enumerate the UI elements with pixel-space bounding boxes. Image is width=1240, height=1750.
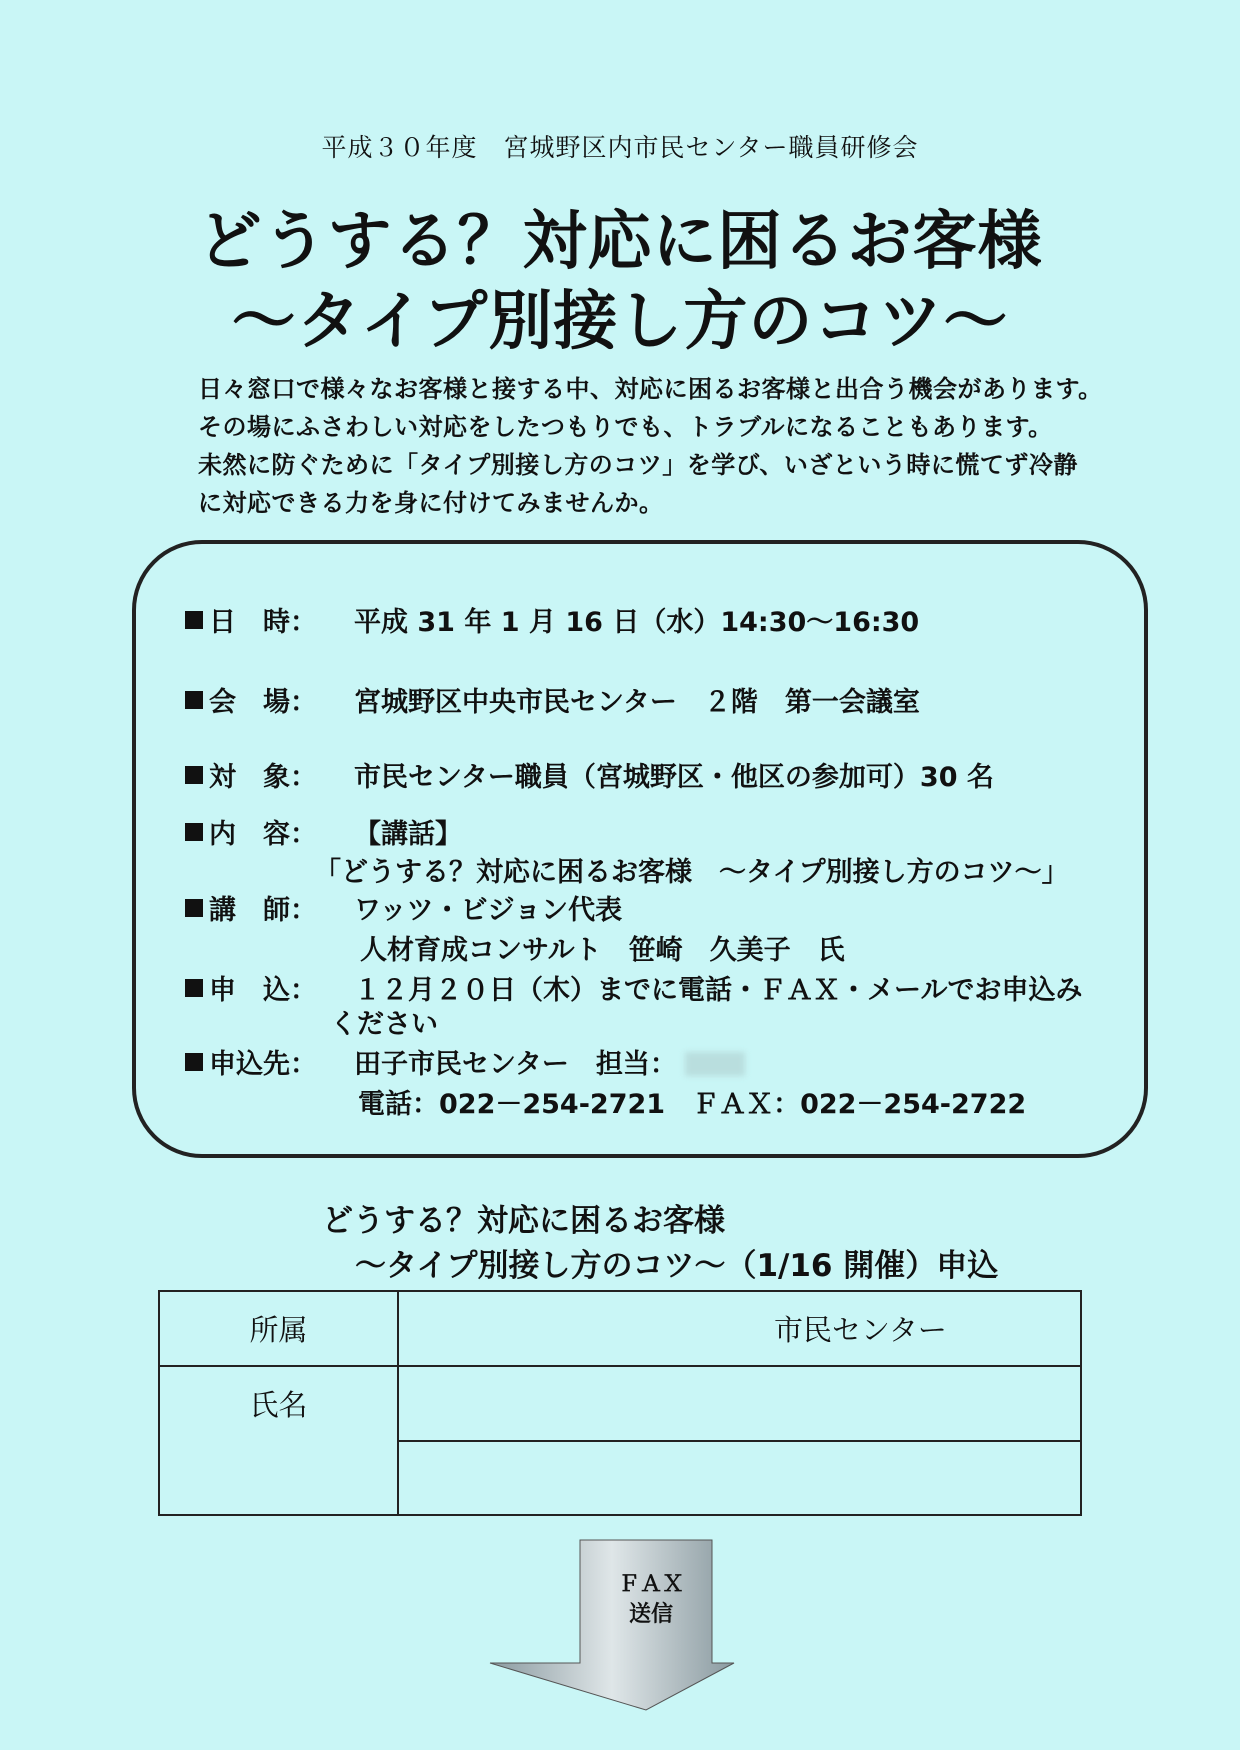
lecturer-value: ワッツ・ビジョン代表 xyxy=(354,895,623,926)
content-value-2: 「どうする？対応に困るお客様 ～タイプ別接し方のコツ～」 xyxy=(314,857,1069,888)
fax-send-label xyxy=(618,1570,684,1630)
fax-arrow-icon xyxy=(488,1538,738,1713)
bullet-square-icon xyxy=(185,1053,203,1071)
apply-row xyxy=(185,968,1082,1007)
content-row xyxy=(185,812,462,851)
title-line-1: どうする？対応に困るお客様 xyxy=(197,205,1043,279)
bullet-square-icon xyxy=(185,899,203,917)
title-line-2: ～タイプ別接し方のコツ～ xyxy=(231,285,1009,359)
bullet-square-icon xyxy=(185,611,203,629)
datetime-label: 日 時： xyxy=(209,607,317,638)
contact-value-2: 電話：022－254-2721 ＦＡＸ：022－254-2722 xyxy=(358,1089,1027,1120)
venue-label: 会 場： xyxy=(209,687,317,718)
intro-line: その場にふさわしい対応をしたつもりでも、トラブルになることもあります。 xyxy=(198,413,1053,441)
name-label: 氏名 xyxy=(159,1366,398,1515)
lecturer-value-2: 人材育成コンサルト 笹崎 久美子 氏 xyxy=(360,935,845,966)
intro-paragraph xyxy=(198,370,1128,522)
bullet-square-icon xyxy=(185,766,203,784)
affiliation-field[interactable]: 市民センター xyxy=(398,1291,1081,1366)
name-field-1[interactable] xyxy=(398,1366,1081,1441)
contact-label: 申込先： xyxy=(209,1049,317,1080)
application-form xyxy=(158,1290,1082,1516)
apply-label: 申 込： xyxy=(209,975,317,1006)
header: 平成３０年度 宮城野区内市民センター職員研修会 xyxy=(321,133,919,162)
bullet-square-icon xyxy=(185,979,203,997)
name-field-2[interactable] xyxy=(398,1441,1081,1515)
redacted-name xyxy=(685,1052,745,1076)
target-row xyxy=(185,755,994,794)
affiliation-label: 所属 xyxy=(159,1291,398,1366)
form-title-2: ～タイプ別接し方のコツ～（1/16 開催）申込 xyxy=(355,1248,999,1284)
lecturer-row xyxy=(185,888,622,927)
content-value: 【講話】 xyxy=(354,819,462,850)
content-label: 内 容： xyxy=(209,819,317,850)
intro-line: 日々窓口で様々なお客様と接する中、対応に困るお客様と出合う機会があります。 xyxy=(198,375,1103,403)
target-label: 対 象： xyxy=(209,762,317,793)
apply-value: １２月２０日（木）までに電話・ＦＡＸ・メールでお申込み xyxy=(354,975,1083,1006)
intro-line: に対応できる力を身に付けてみませんか。 xyxy=(198,489,664,517)
send-label: 送信 xyxy=(629,1602,674,1627)
form-title-1: どうする？対応に困るお客様 xyxy=(322,1203,725,1239)
contact-value: 田子市民センター 担当： xyxy=(354,1049,677,1080)
apply-value-2: ください xyxy=(330,1009,438,1040)
target-value: 市民センター職員（宮城野区・他区の参加可）30 名 xyxy=(354,762,994,793)
contact-row xyxy=(185,1042,745,1081)
datetime-value: 平成 31 年 1 月 16 日（水）14:30～16:30 xyxy=(354,607,920,638)
bullet-square-icon xyxy=(185,823,203,841)
fax-label: ＦＡＸ xyxy=(618,1572,685,1597)
bullet-square-icon xyxy=(185,691,203,709)
intro-line: 未然に防ぐために「タイプ別接し方のコツ」を学び、いざという時に慌てず冷静 xyxy=(198,451,1078,479)
datetime-row xyxy=(185,600,919,639)
venue-value: 宮城野区中央市民センター ２階 第一会議室 xyxy=(354,687,920,718)
lecturer-label: 講 師： xyxy=(209,895,317,926)
venue-row xyxy=(185,680,920,719)
